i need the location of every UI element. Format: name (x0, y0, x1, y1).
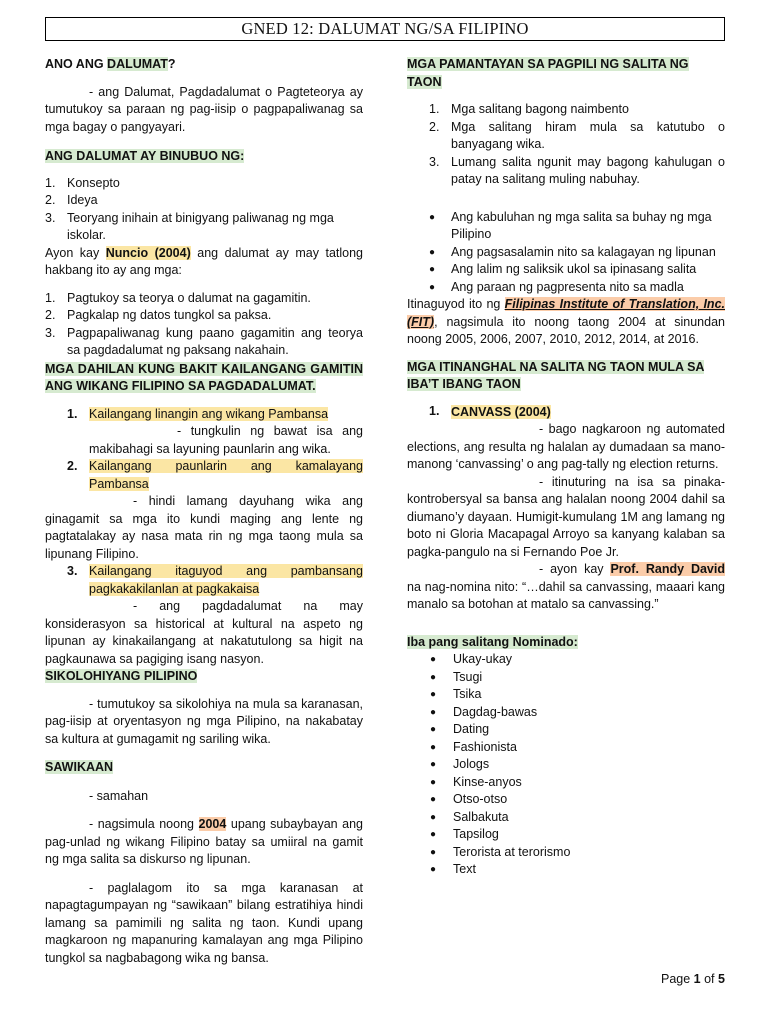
question-term: DALUMAT (107, 57, 168, 71)
list-item: ● Dagdag-bawas (430, 704, 538, 719)
canvass-number: 1. (429, 403, 440, 418)
question-suffix: ? (167, 57, 176, 71)
list-item: 3. Lumang salita ngunit may bagong kahulugan o patay na salitang muling nabuhay. (429, 154, 725, 186)
dalumat-definition: - ang Dalumat, Pagdadalumat o Pagteteorya ay tumutukoy sa paraan ng pag-iisip o pagpapaliwanag sa mga bagay o pangyayari. (45, 84, 363, 134)
pamantayan-list (407, 101, 725, 189)
list-item: ● Dating (430, 722, 490, 736)
page-number: Page 1 of 5 (661, 972, 725, 986)
list-item: ● Tsika (430, 687, 482, 701)
list-item: 1. Konsepto (45, 175, 120, 190)
list-item: 2. Mga salitang hiram mula sa katutubo o banyagang wika. (429, 119, 725, 151)
dahilan-body: - tungkulin ng bawat isa ang makibahagi sa layuning paunlarin ang wika. (89, 424, 363, 456)
canvass-title: CANVASS (2004) (451, 404, 551, 419)
list-item: ● Terorista at terorismo (430, 844, 571, 859)
dahilan-heading-text: MGA DAHILAN KUNG BAKIT KAILANGANG GAMITIN ANG WIKANG FILIPINO SA PAGDADALUMAT. (45, 361, 363, 393)
itinanghal-heading-text: MGA ITINANGHAL NA SALITA NG TAON MULA SA IBA’T IBANG TAON (407, 359, 705, 391)
dahilan-title: Kailangang paunlarin ang kamalayang Pambansa (89, 459, 363, 491)
list-item: 3. Teoryang inihain at binigyang paliwanag ng mga iskolar. (45, 210, 334, 242)
list-item: 1. Kailangang linangin ang wikang Pambansa - tungkulin ng bawat isa ang makibahagi sa layuning paunlarin ang wika. (45, 406, 363, 459)
nominado-heading (407, 634, 725, 652)
sawikaan-heading-text: SAWIKAAN (45, 760, 114, 774)
sawikaan-year: 2004 (198, 817, 227, 831)
nominado-heading-text: Iba pang salitang Nominado: (407, 634, 578, 649)
dahilan-heading (45, 361, 363, 396)
list-item: ● Tapsilog (430, 827, 499, 841)
list-item: 3. Kailangang itaguyod ang pambansang pagkakakilanlan at pagkakaisa - ang pagdadalumat na may konsiderasyon sa historical at kultural na aspeto ng lipunan ay kinakailangang at nakatutulong sa higit na pagkaunawa sa pagiging isang nasyon. (45, 563, 363, 668)
binubuo-heading-text: ANG DALUMAT AY BINUBUO NG: (45, 149, 245, 163)
nuncio-term: Nuncio (2004) (105, 245, 191, 260)
left-column (45, 56, 363, 967)
list-item: ● Kinse-anyos (430, 774, 522, 789)
list-item: 1. Pagtukoy sa teorya o dalumat na gagamitin. (45, 290, 311, 305)
dahilan-list (45, 406, 363, 669)
list-item: 1. Mga salitang bagong naimbento (429, 102, 629, 116)
list-item: ● Ang lalim ng saliksik ukol sa ipinasang salita (429, 262, 697, 276)
sikolohiya-text: - tumutukoy sa sikolohiya na mula sa karanasan, pag-iisip at oryentasyon ng mga Pilipino, na nakabatay sa kultura at gumagamit ng sariling wika. (45, 696, 363, 746)
nominado-list (407, 651, 725, 879)
sawikaan-samahan: - samahan (89, 788, 149, 803)
fit-paragraph: Itinaguyod ito ng Filipinas Institute of Translation, Inc. (FIT), nagsimula ito noong taong 2004 at sinundan noong 2005, 2006, 2007, 2010, 2012, 2014, at 2016. (407, 297, 725, 346)
dahilan-title: Kailangang itaguyod ang pambansang pagkakakilanlan at pagkakaisa (89, 564, 363, 596)
pamantayan-heading (407, 56, 725, 91)
page-header: GNED 12: DALUMAT NG/SA FILIPINO (45, 17, 725, 41)
list-item: ● Salbakuta (430, 809, 509, 824)
list-item: 2. Pagkalap ng datos tungkol sa paksa. (45, 308, 272, 322)
question-prefix: ANO ANG (45, 57, 108, 71)
nuncio-paragraph: Ayon kay Nuncio (2004) ang dalumat ay may tatlong hakbang ito ay ang mga: (45, 245, 363, 277)
canvass-paragraph-1: - bago nagkaroon ng automated elections, ang resulta ng halalan ay dumadaan sa mano-manong ‘canvassing’ o ang pag-tally ng election returns. (407, 422, 725, 471)
binubuo-heading (45, 148, 363, 166)
list-item: ● Ukay-ukay (430, 652, 513, 666)
list-item: ● Ang kabuluhan ng mga salita sa buhay ng mga Pilipino (429, 209, 712, 241)
right-column (407, 56, 725, 879)
list-item: ● Otso-otso (430, 792, 508, 806)
list-item: ● Tsugi (430, 669, 483, 684)
dahilan-title: Kailangang linangin ang wikang Pambansa (89, 406, 329, 421)
list-item: 2. Kailangang paunlarin ang kamalayang Pambansa - hindi lamang dayuhang wika ang ginagamit sa mga ito kundi maging ang lente ng pagtatalakay ay nasa mata rin ng mga taong mula sa lipunang Filipino. (45, 458, 363, 563)
randy-david-name: Prof. Randy David (610, 562, 725, 576)
dalumat-question (45, 56, 363, 74)
hakbang-list (45, 290, 363, 360)
list-item: 2. Ideya (45, 193, 98, 207)
sawikaan-paragraph-3: - paglalagom ito sa mga karanasan at napagtagumpayan ng “sawikaan” bilang estratihiya hindi lamang sa pamimili ng salita ng taon. Kundi upang magkaroon ng mapanuring kamalayan ang mga Pilipino tungkol sa nagbabagong wika ng bansa. (45, 880, 363, 965)
binubuo-list (45, 175, 363, 245)
list-item: 3. Pagpapaliwanag kung paano gagamitin ang teorya sa pagdadalumat ng paksang nakahain. (45, 325, 363, 357)
sawikaan-heading (45, 759, 363, 777)
fit-term: Filipinas Institute of Translation, Inc. (FIT) (407, 297, 725, 329)
list-item: ● Text (430, 862, 476, 876)
pamantayan-bullets (407, 209, 725, 297)
pamantayan-heading-text: MGA PAMANTAYAN SA PAGPILI NG SALITA NG TAON (407, 57, 689, 89)
itinanghal-heading (407, 359, 725, 394)
sikolohiya-heading-text: SIKOLOHIYANG PILIPINO (45, 669, 198, 683)
list-item: ● Jologs (430, 757, 490, 771)
dahilan-body: - hindi lamang dayuhang wika ang ginagamit sa mga ito kundi maging ang lente ng pagtatalakay ay nasa mata rin ng mga taong mula sa lipunang Filipino. (45, 494, 363, 561)
sawikaan-paragraph-2: - nagsimula noong 2004 upang subaybayan ang pag-unlad ng wikang Filipino batay sa umiiral na gamit ng mga salita sa diskurso ng lipunan. (45, 817, 363, 866)
canvass-paragraph-3: - ayon kay Prof. Randy David na nag-nomina nito: “…dahil sa canvassing, maaari kang manalo sa botohan at matalo sa canvassing.” (407, 562, 725, 611)
list-item: ● Ang pagsasalamin nito sa kalagayan ng lipunan (429, 244, 716, 259)
sikolohiya-heading (45, 668, 363, 686)
canvass-paragraph-2: - itinuturing na isa sa pinaka-kontrobersyal sa bansa ang halalan noong 2004 dahil sa diumano’y dayaan. Humigit-kumulang 1M ang lamang ng boto ni Gloria Macapagal Arroyo sa kanyang kalaban sa pagka-pangulo na si Fernando Poe Jr. (407, 474, 725, 559)
list-item: ● Fashionista (430, 739, 517, 754)
canvass-entry (407, 404, 725, 614)
dahilan-body: - ang pagdadalumat na may konsiderasyon sa historical at kultural na aspeto ng lipunan ay kinakailangang at nakatutulong sa higit na pagkaunawa sa pagiging isang nasyon. (45, 599, 363, 666)
list-item: ● Ang paraan ng pagpresenta nito sa madla (429, 279, 684, 294)
